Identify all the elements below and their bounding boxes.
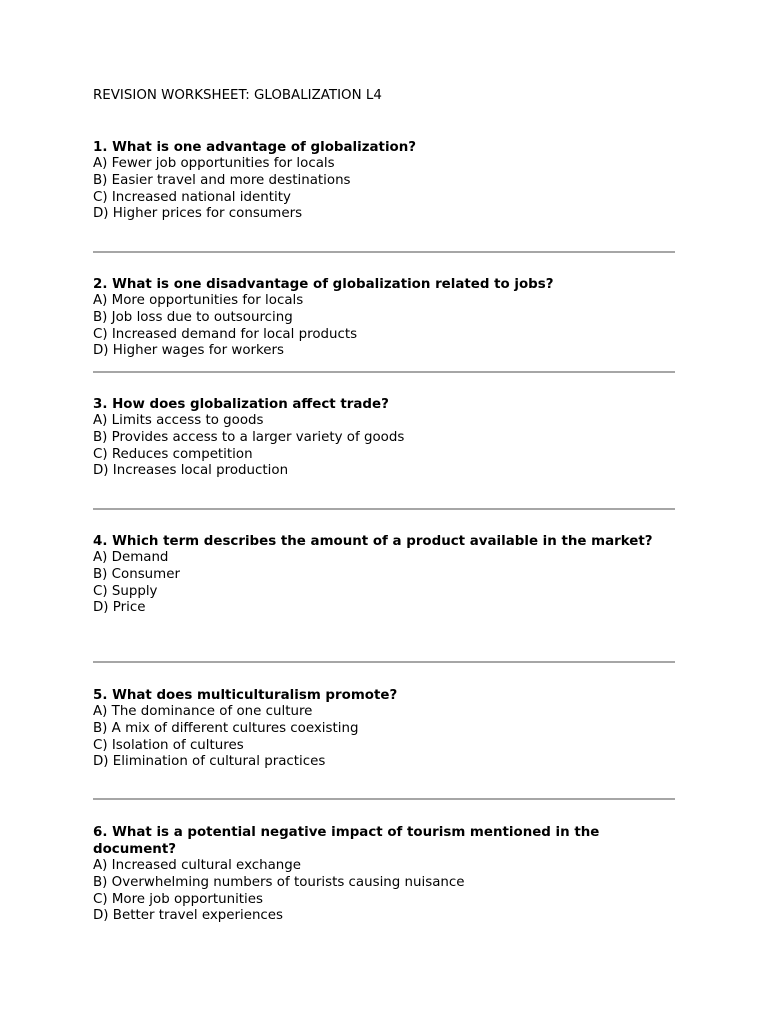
answer-option-d: D) Increases local production — [93, 463, 289, 479]
question-text: 6. What is a potential negative impact of tourism mentioned in the document? — [93, 825, 600, 857]
answer-option-c: C) Increased national identity — [93, 189, 291, 205]
divider — [93, 661, 675, 663]
answer-option-c: C) Isolation of cultures — [93, 737, 244, 753]
answer-option-d: D) Better travel experiences — [93, 908, 284, 924]
answer-option-c: C) More job opportunities — [93, 891, 263, 907]
question-block-4 — [93, 533, 675, 617]
question-block-2 — [93, 276, 675, 360]
answer-option-d: D) Elimination of cultural practices — [93, 754, 326, 770]
divider — [93, 508, 675, 510]
question-text: 3. How does globalization affect trade? — [93, 397, 389, 412]
answer-option-d: D) Price — [93, 600, 146, 616]
divider — [93, 251, 675, 253]
answer-option-b: B) Provides access to a larger variety of goods — [93, 429, 405, 445]
answer-option-a: A) Increased cultural exchange — [93, 858, 302, 873]
answer-option-a: A) Demand — [93, 550, 169, 565]
divider — [93, 371, 675, 373]
answer-option-b: B) Job loss due to outsourcing — [93, 309, 293, 325]
question-block-3 — [93, 396, 675, 480]
question-block-5 — [93, 687, 675, 771]
question-text: 2. What is one disadvantage of globalization related to jobs? — [93, 277, 554, 292]
question-text: 1. What is one advantage of globalization? — [93, 140, 417, 155]
answer-option-c: C) Increased demand for local products — [93, 326, 358, 342]
worksheet-title: REVISION WORKSHEET: GLOBALIZATION L4 — [93, 88, 382, 103]
answer-option-b: B) A mix of different cultures coexisting — [93, 720, 359, 736]
question-block-6 — [93, 824, 675, 925]
question-block-1 — [93, 139, 675, 223]
answer-option-c: C) Reduces competition — [93, 446, 253, 462]
answer-option-a: A) Fewer job opportunities for locals — [93, 156, 335, 171]
answer-option-b: B) Easier travel and more destinations — [93, 172, 351, 188]
answer-option-d: D) Higher wages for workers — [93, 343, 285, 359]
answer-option-d: D) Higher prices for consumers — [93, 206, 303, 222]
answer-option-a: A) More opportunities for locals — [93, 293, 304, 308]
answer-option-b: B) Consumer — [93, 566, 180, 582]
answer-option-b: B) Overwhelming numbers of tourists causing nuisance — [93, 874, 465, 890]
answer-option-a: A) The dominance of one culture — [93, 704, 313, 719]
answer-option-c: C) Supply — [93, 583, 158, 599]
question-text: 4. Which term describes the amount of a product available in the market? — [93, 534, 653, 549]
divider — [93, 798, 675, 800]
answer-option-a: A) Limits access to goods — [93, 413, 264, 428]
question-text: 5. What does multiculturalism promote? — [93, 688, 398, 703]
